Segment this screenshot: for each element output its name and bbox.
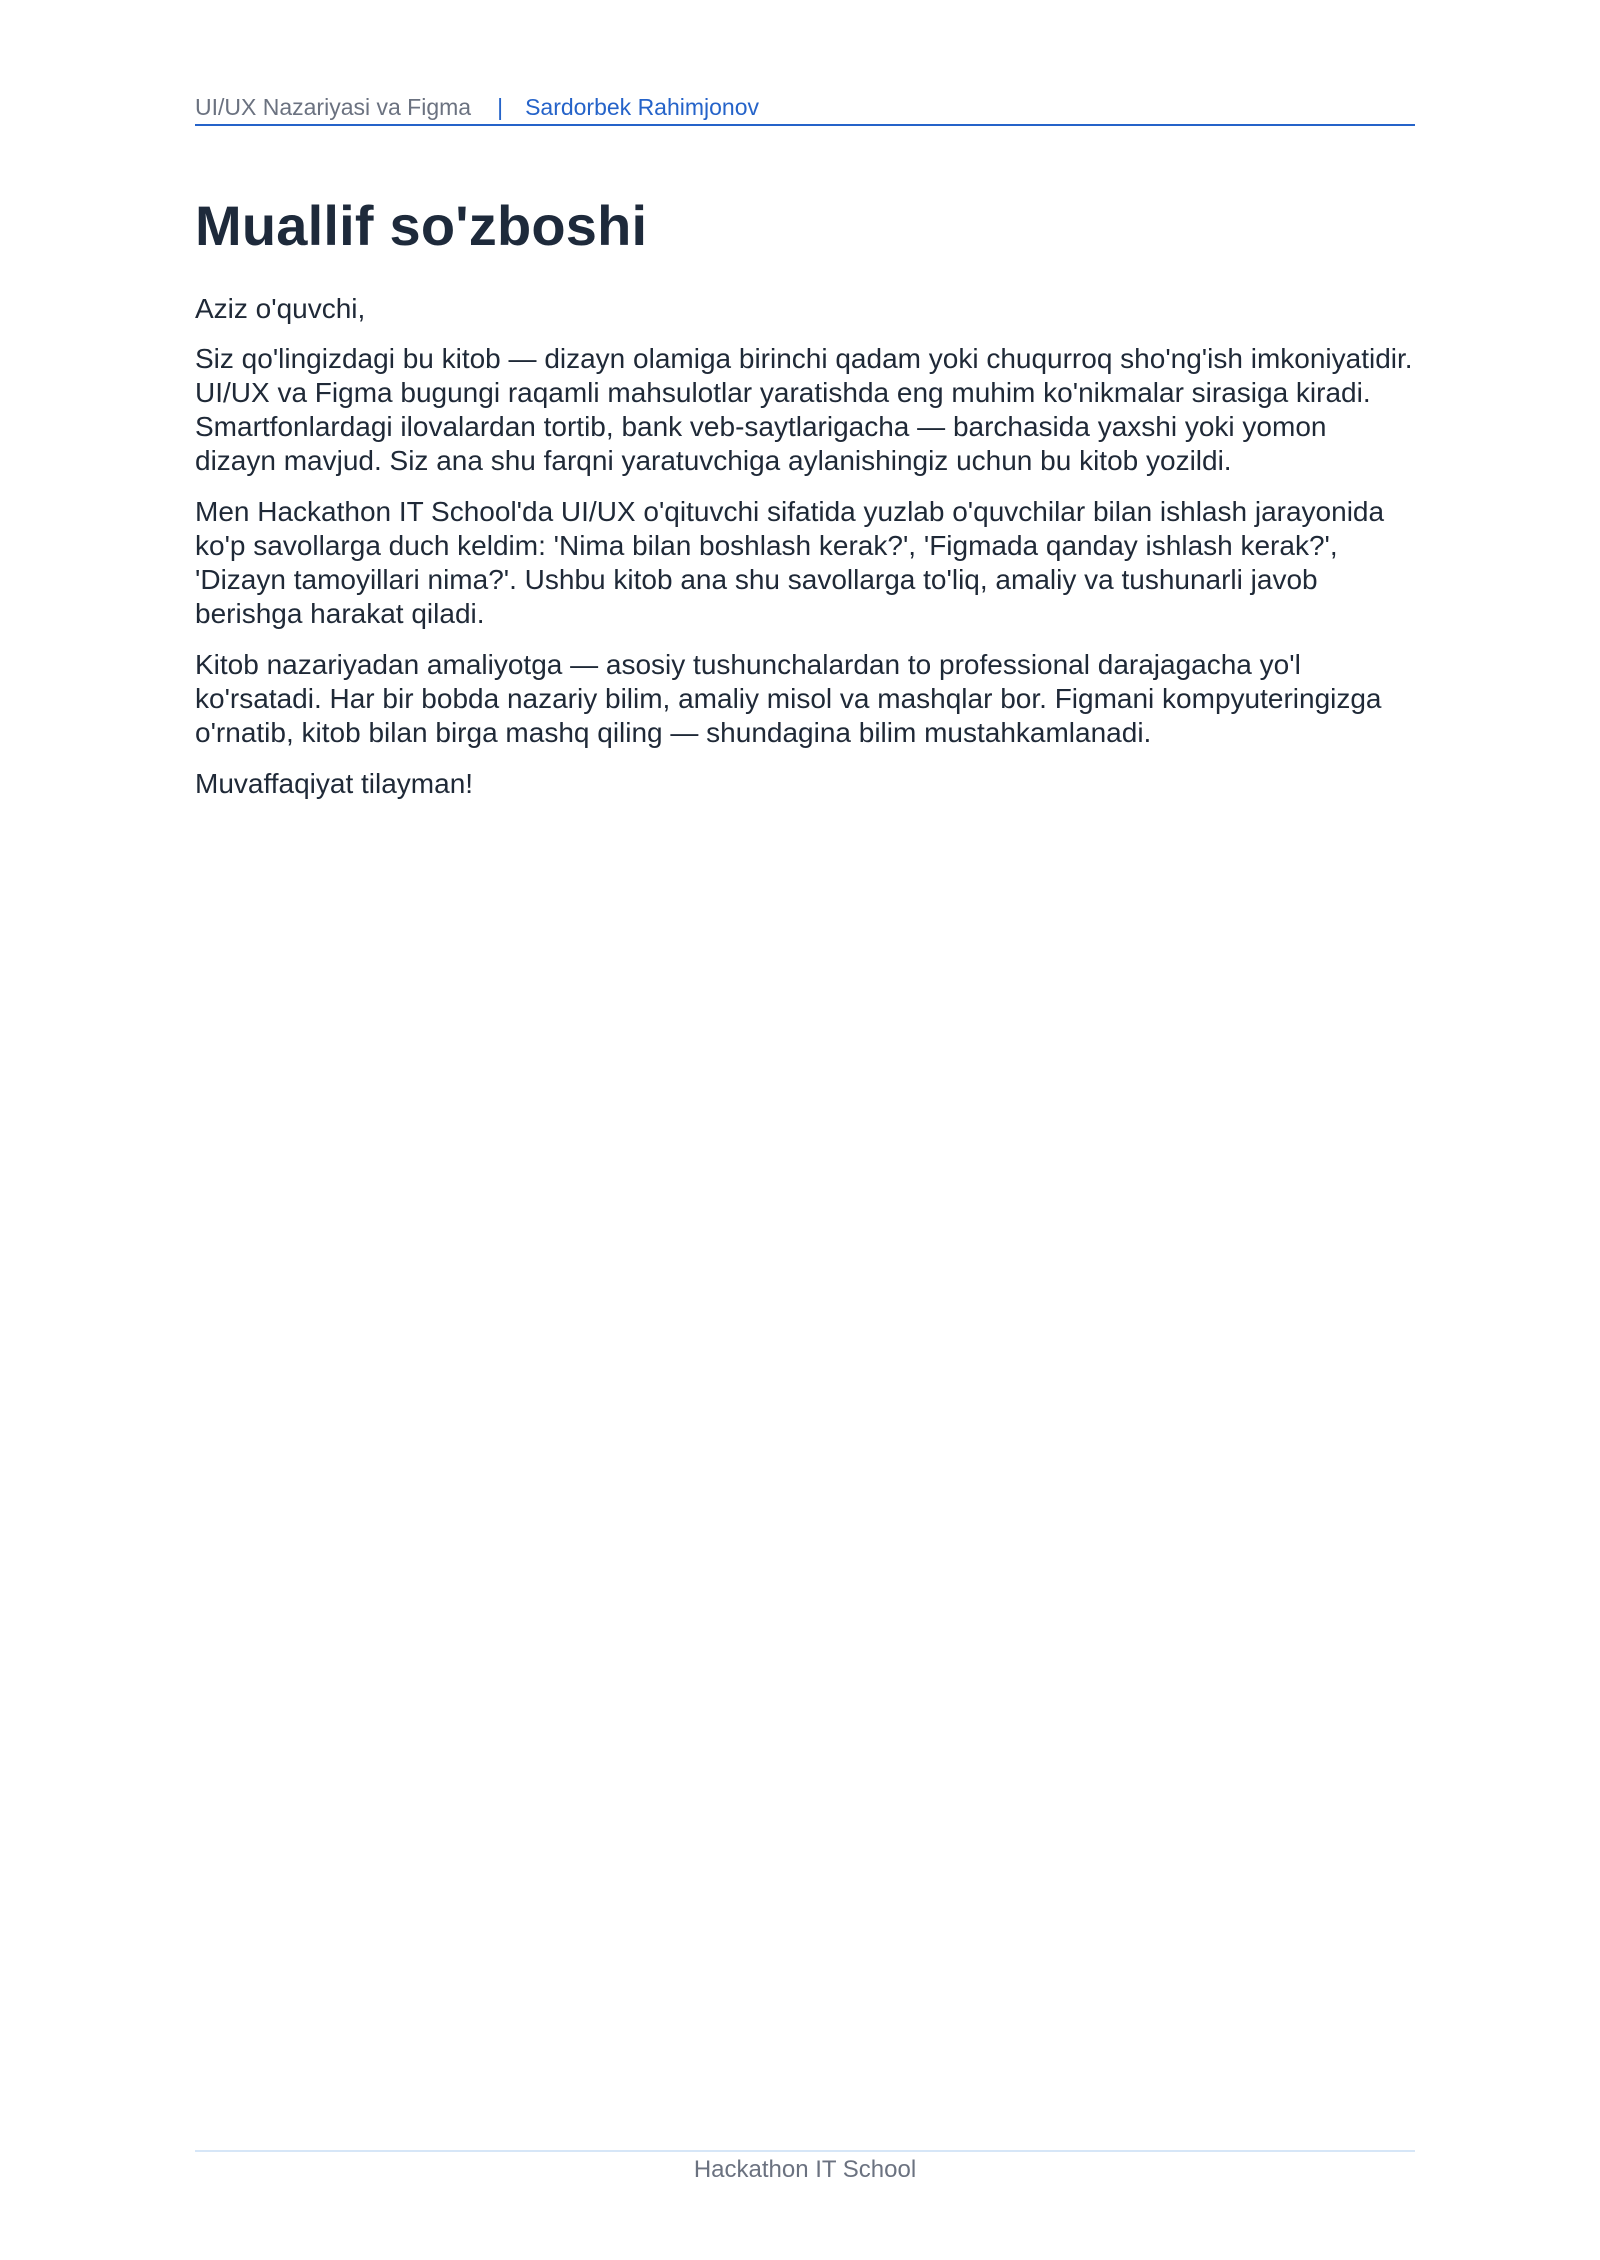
running-header xyxy=(195,92,1415,126)
paragraph: Men Hackathon IT School'da UI/UX o'qituvchi sifatida yuzlab o'quvchilar bilan ishlash jarayonida ko'p savollarga duch keldim: 'Nima bilan boshlash kerak?', 'Figmada qanday ishlash kerak?', 'Dizayn tamoyillari nima?'. Ushbu kitob ana shu savollarga to'liq, amaliy va tushunarli javob berishga harakat qiladi. xyxy=(195,496,1385,629)
header-separator: | xyxy=(497,94,504,120)
footer-divider xyxy=(195,2150,1415,2152)
paragraph: Siz qo'lingizdagi bu kitob — dizayn olamiga birinchi qadam yoki chuqurroq sho'ng'ish imkoniyatidir. UI/UX va Figma bugungi raqamli mahsulotlar yaratishda eng muhim ko'nikmalar sirasiga kiradi. Smartfonlardagi ilovalardan tortib, bank veb-saytlarigacha — barchasida yaxshi yoki yomon dizayn mavjud. Siz ana shu farqni yaratuvchiga aylanishingiz uchun bu kitob yozildi. xyxy=(195,343,1413,476)
header-book-title: UI/UX Nazariyasi va Figma xyxy=(195,94,472,120)
paragraph: Kitob nazariyadan amaliyotga — asosiy tushunchalardan to professional darajagacha yo'l ko'rsatadi. Har bir bobda nazariy bilim, amaliy misol va mashqlar bor. Figmani kompyuteringizga o'rnatib, kitob bilan birga mashq qiling — shundagina bilim mustahkamlanadi. xyxy=(195,649,1382,748)
closing-line: Muvaffaqiyat tilayman! xyxy=(195,768,474,799)
page-content xyxy=(195,190,1415,801)
salutation: Aziz o'quvchi, xyxy=(195,293,366,324)
page-title: Muallif so'zboshi xyxy=(195,194,648,257)
header-author: Sardorbek Rahimjonov xyxy=(525,94,760,120)
page-footer: Hackathon IT School xyxy=(693,2156,917,2183)
